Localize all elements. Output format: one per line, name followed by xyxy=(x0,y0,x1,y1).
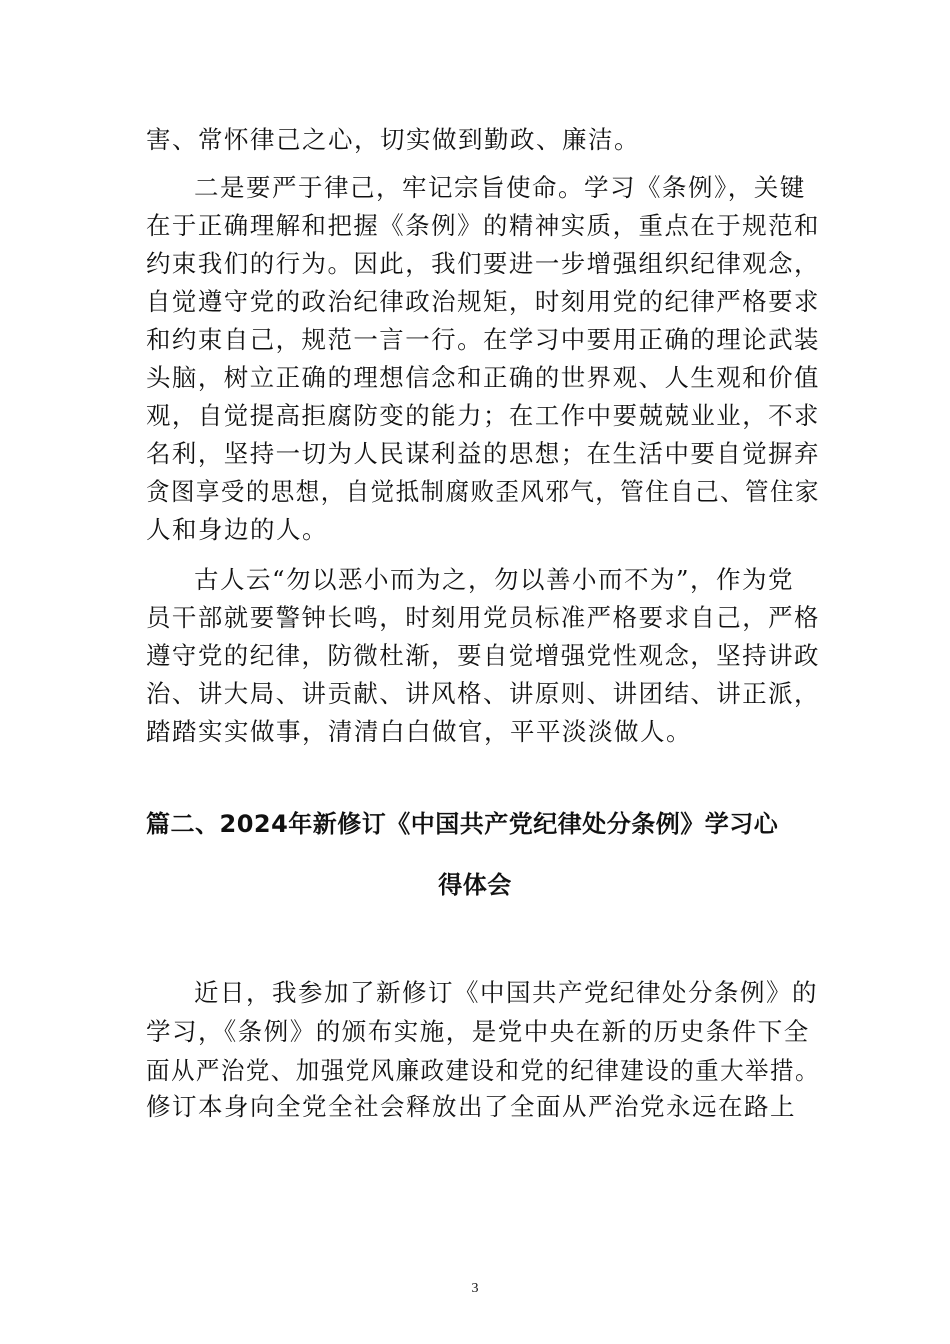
body-text-line: 名利，坚持一切为人民谋利益的思想；在生活中要自觉摒弃 xyxy=(146,439,820,468)
section-heading-line-1: 篇二、2024年新修订《中国共产党纪律处分条例》学习心 xyxy=(146,810,779,838)
body-text-line: 和约束自己，规范一言一行。在学习中要用正确的理论武装 xyxy=(146,325,820,354)
body-text-line: 员干部就要警钟长鸣，时刻用党员标准严格要求自己，严格 xyxy=(146,603,820,632)
body-text-line: 在于正确理解和把握《条例》的精神实质，重点在于规范和 xyxy=(146,211,820,240)
body-text-line: 遵守党的纪律，防微杜渐，要自觉增强党性观念，坚持讲政 xyxy=(146,641,820,670)
body-text-line: 观，自觉提高拒腐防变的能力；在工作中要兢兢业业，不求 xyxy=(146,401,820,430)
body-text-line: 约束我们的行为。因此，我们要进一步增强组织纪律观念， xyxy=(146,249,820,278)
body-text-line: 近日，我参加了新修订《中国共产党纪律处分条例》的 xyxy=(194,978,818,1007)
body-text-line: 头脑，树立正确的理想信念和正确的世界观、人生观和价值 xyxy=(146,363,820,392)
body-text-line: 古人云“勿以恶小而为之，勿以善小而不为”，作为党 xyxy=(194,565,795,594)
body-text-line: 修订本身向全党全社会释放出了全面从严治党永远在路上 xyxy=(146,1092,796,1121)
section-heading-line-2: 得体会 xyxy=(438,871,512,899)
body-text-line: 面从严治党、加强党风廉政建设和党的纪律建设的重大举措。 xyxy=(146,1056,820,1085)
body-text-line: 自觉遵守党的政治纪律政治规矩，时刻用党的纪律严格要求 xyxy=(146,287,820,316)
page-number: 3 xyxy=(471,1281,479,1296)
body-text-line: 踏踏实实做事，清清白白做官，平平淡淡做人。 xyxy=(146,717,692,746)
body-text-line: 害、常怀律己之心，切实做到勤政、廉洁。 xyxy=(146,125,640,154)
body-text-line: 贪图享受的思想，自觉抵制腐败歪风邪气，管住自己、管住家 xyxy=(146,477,820,506)
body-text-line: 二是要严于律己，牢记宗旨使命。学习《条例》，关键 xyxy=(194,173,806,202)
body-text-line: 治、讲大局、讲贡献、讲风格、讲原则、讲团结、讲正派， xyxy=(146,679,820,708)
body-text-line: 学习，《条例》的颁布实施，是党中央在新的历史条件下全 xyxy=(146,1017,810,1046)
body-text-line: 人和身边的人。 xyxy=(146,515,328,544)
